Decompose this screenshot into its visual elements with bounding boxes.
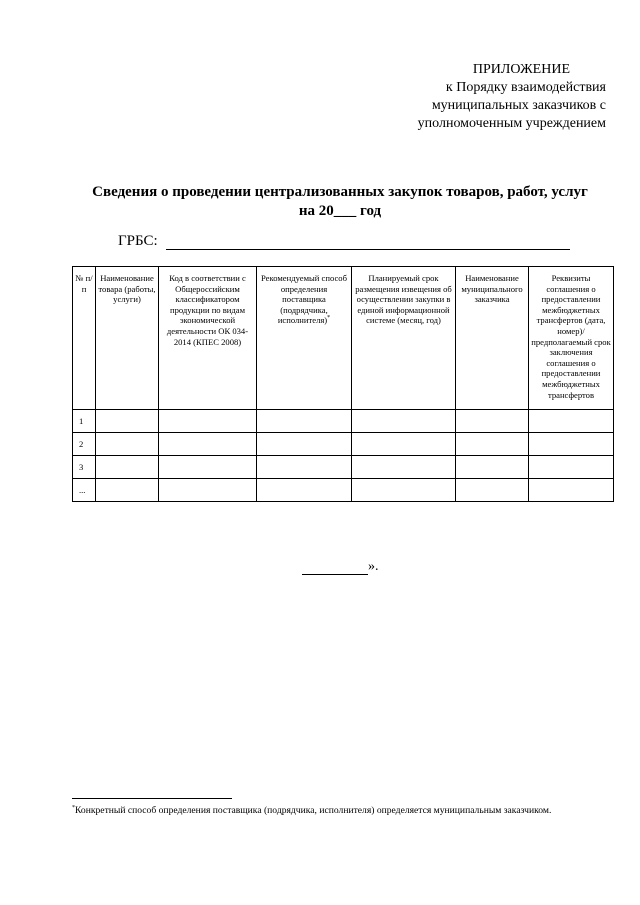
row-number: 2: [73, 433, 96, 456]
table-cell: [456, 410, 529, 433]
header-planned-date: Планируемый срок размещения извещения об осуществлении закупки в единой информационной системе (месяц, год): [352, 267, 456, 410]
table-cell: [456, 456, 529, 479]
row-number: ...: [73, 479, 96, 502]
document-title: [60, 183, 620, 221]
table-cell: [257, 479, 352, 502]
appendix-line-1: к Порядку взаимодействия: [445, 80, 606, 95]
table-cell: [96, 456, 159, 479]
table-cell: [352, 410, 456, 433]
table-cell: [529, 433, 614, 456]
appendix-block: [366, 61, 606, 133]
table-row: [73, 479, 614, 502]
title-line-1: Сведения о проведении централизованных закупок товаров, работ, услуг: [92, 184, 588, 200]
table-cell: [352, 433, 456, 456]
header-number: № п/п: [73, 267, 96, 410]
appendix-line-3: уполномоченным учреждением: [417, 116, 606, 131]
table-cell: [456, 433, 529, 456]
header-supplier-method: Рекомендуемый способ определения поставщика (подрядчика, исполнителя)*: [257, 267, 352, 410]
table-cell: [257, 433, 352, 456]
procurement-table: [72, 266, 614, 502]
table-cell: [159, 410, 257, 433]
table-cell: [456, 479, 529, 502]
title-line-2: на 20___ год: [298, 203, 382, 219]
header-item-name: Наименование товара (работы, услуги): [96, 267, 159, 410]
appendix-line-2: муниципальных заказчиков с: [431, 98, 606, 113]
table-row: [73, 410, 614, 433]
table-cell: [257, 456, 352, 479]
table-cell: [159, 433, 257, 456]
table-cell: [96, 433, 159, 456]
table-cell: [159, 456, 257, 479]
closing-blank-line: [302, 562, 368, 575]
table-cell: [96, 410, 159, 433]
table-row: [73, 456, 614, 479]
table-cell: [96, 479, 159, 502]
header-customer-name: Наименование муниципального заказчика: [456, 267, 529, 410]
closing-quote: ».: [368, 559, 379, 574]
footnote-separator: [72, 798, 232, 799]
header-okpd-code: Код в соответствии с Общероссийским классификатором продукции по видам экономической деятельности ОК 034-2014 (КПЕС 2008): [159, 267, 257, 410]
footnote: [72, 804, 610, 818]
footnote-text: Конкретный способ определения поставщика (подрядчика, исполнителя) определяется муниципальным заказчиком.: [75, 805, 552, 816]
table-cell: [159, 479, 257, 502]
row-number: 1: [73, 410, 96, 433]
footnote-mark: *: [72, 805, 75, 811]
grbs-field: [118, 232, 570, 250]
grbs-label: ГРБС:: [118, 233, 158, 249]
table-cell: [352, 456, 456, 479]
row-number: 3: [73, 456, 96, 479]
table-row: [73, 433, 614, 456]
grbs-blank-line: [166, 235, 570, 250]
table-cell: [257, 410, 352, 433]
table-header-row: [73, 267, 614, 410]
header-footnote-mark: *: [327, 315, 331, 322]
header-agreement-details: Реквизиты соглашения о предоставлении межбюджетных трансфертов (дата, номер)/ предполагаемый срок заключения соглашения о предоставлении межбюджетных трансфертов: [529, 267, 614, 410]
appendix-heading: ПРИЛОЖЕНИЕ: [472, 62, 570, 77]
closing-line: [302, 559, 379, 575]
table-cell: [529, 456, 614, 479]
table-cell: [529, 410, 614, 433]
table-cell: [352, 479, 456, 502]
table-cell: [529, 479, 614, 502]
